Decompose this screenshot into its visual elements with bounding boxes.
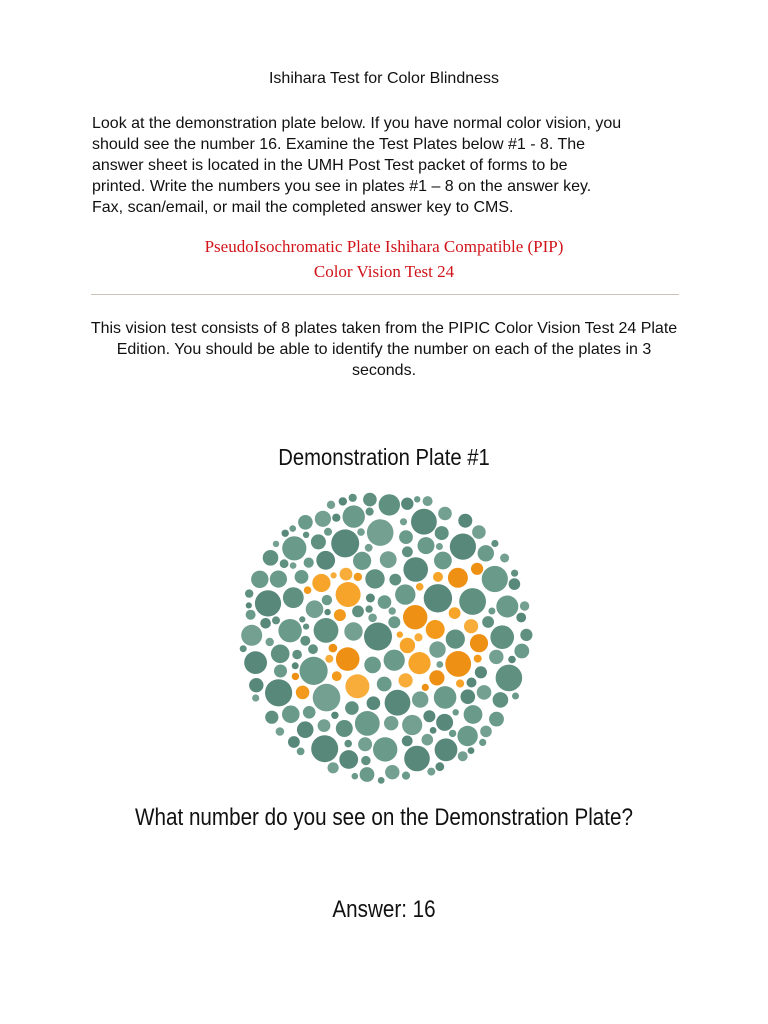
background-dot	[343, 505, 365, 527]
background-dot	[493, 692, 509, 708]
background-dot	[276, 727, 285, 736]
background-dot	[303, 532, 309, 538]
figure-dot	[456, 679, 464, 687]
background-dot	[429, 641, 445, 657]
background-dot	[241, 625, 262, 646]
background-dot	[490, 625, 514, 649]
background-dot	[298, 515, 313, 530]
background-dot	[449, 730, 456, 737]
background-dot	[482, 566, 508, 592]
background-dot	[388, 616, 400, 628]
background-dot	[283, 587, 304, 608]
background-dot	[427, 768, 435, 776]
background-dot	[355, 711, 380, 736]
background-dot	[290, 562, 297, 569]
background-dot	[289, 525, 296, 532]
background-dot	[402, 546, 413, 557]
background-dot	[274, 665, 287, 678]
background-dot	[282, 530, 289, 537]
background-dot	[367, 696, 381, 710]
background-dot	[255, 590, 281, 616]
figure-dot	[304, 586, 312, 594]
background-dot	[389, 574, 401, 586]
background-dot	[520, 629, 532, 641]
background-dot	[435, 762, 444, 771]
background-dot	[328, 762, 339, 773]
background-dot	[304, 558, 314, 568]
background-dot	[327, 501, 335, 509]
background-dot	[322, 595, 332, 605]
figure-dot	[325, 655, 333, 663]
background-dot	[280, 559, 289, 568]
background-dot	[395, 584, 415, 604]
figure-dot	[449, 607, 461, 619]
background-dot	[496, 596, 518, 618]
background-dot	[378, 595, 392, 609]
background-dot	[457, 726, 477, 746]
background-dot	[434, 552, 452, 570]
background-dot	[402, 772, 410, 780]
background-dot	[360, 767, 375, 782]
background-dot	[324, 528, 332, 536]
background-dot	[315, 511, 331, 527]
background-dot	[336, 720, 353, 737]
background-dot	[308, 644, 318, 654]
background-dot	[430, 727, 437, 734]
figure-dot	[426, 620, 445, 639]
background-dot	[401, 498, 413, 510]
background-dot	[516, 613, 526, 623]
background-dot	[478, 545, 494, 561]
background-dot	[299, 616, 305, 622]
figure-dot	[397, 631, 403, 637]
background-dot	[246, 610, 256, 620]
background-dot	[491, 540, 498, 547]
background-dot	[461, 689, 476, 704]
background-dot	[311, 534, 326, 549]
background-dot	[332, 514, 340, 522]
figure-dot	[399, 673, 413, 687]
figure-dot	[334, 609, 346, 621]
background-dot	[509, 578, 521, 590]
figure-dot	[332, 671, 342, 681]
test-description: This vision test consists of 8 plates taken from the PIPIC Color Vision Test 24 Plate Edition. You should be able to identify the number on each of the plates in 3 seconds.	[90, 320, 678, 379]
background-dot	[331, 712, 338, 719]
background-dot	[249, 678, 263, 692]
background-dot	[364, 623, 392, 651]
background-dot	[377, 677, 392, 692]
figure-dot	[429, 670, 444, 685]
background-dot	[365, 569, 384, 588]
background-dot	[265, 679, 292, 706]
figure-dot	[292, 673, 299, 680]
background-dot	[436, 714, 453, 731]
figure-dot	[470, 634, 488, 652]
background-dot	[240, 645, 247, 652]
background-dot	[508, 656, 516, 664]
background-dot	[316, 551, 335, 570]
background-dot	[418, 537, 435, 554]
background-dot	[353, 552, 371, 570]
background-dot	[324, 609, 330, 615]
background-dot	[297, 721, 314, 738]
background-dot	[366, 594, 375, 603]
background-dot	[500, 554, 509, 563]
horizontal-divider	[91, 294, 679, 295]
background-dot	[292, 662, 299, 669]
background-dot	[389, 607, 396, 614]
background-dot	[366, 508, 374, 516]
background-dot	[278, 619, 301, 642]
background-dot	[446, 630, 465, 649]
document-title: Ishihara Test for Color Blindness	[268, 70, 500, 87]
background-dot	[402, 715, 422, 735]
background-dot	[303, 706, 316, 719]
background-dot	[475, 666, 487, 678]
background-dot	[385, 690, 411, 716]
figure-dot	[312, 574, 330, 592]
figure-dot	[474, 655, 482, 663]
background-dot	[272, 616, 280, 624]
background-dot	[282, 706, 300, 724]
background-dot	[367, 519, 394, 546]
background-dot	[414, 496, 420, 502]
background-dot	[364, 657, 381, 674]
background-dot	[402, 736, 413, 747]
background-dot	[331, 529, 359, 557]
figure-dot	[336, 582, 361, 607]
background-dot	[482, 616, 494, 628]
background-dot	[361, 756, 370, 765]
figure-dot	[340, 568, 353, 581]
background-dot	[450, 534, 476, 560]
background-dot	[266, 638, 274, 646]
background-dot	[345, 701, 359, 715]
background-dot	[467, 678, 477, 688]
background-dot	[303, 624, 309, 630]
figure-dot	[408, 652, 430, 674]
background-dot	[438, 507, 452, 521]
background-dot	[488, 608, 495, 615]
background-dot	[313, 684, 341, 712]
background-dot	[344, 740, 352, 748]
background-dot	[512, 693, 519, 700]
background-dot	[384, 716, 398, 730]
background-dot	[520, 601, 529, 610]
plate-question: What number do you see on the Demonstration Plate?	[135, 804, 633, 831]
pip-heading-line-2: Color Vision Test 24	[313, 262, 455, 281]
figure-dot	[414, 633, 422, 641]
figure-dot	[422, 684, 429, 691]
figure-dot	[296, 686, 310, 700]
background-dot	[434, 686, 457, 709]
figure-dot	[336, 647, 360, 671]
background-dot	[464, 705, 483, 724]
background-dot	[357, 528, 365, 536]
figure-dot	[445, 651, 471, 677]
figure-dot	[448, 568, 468, 588]
background-dot	[365, 544, 373, 552]
background-dot	[292, 650, 302, 660]
background-dot	[403, 557, 428, 582]
background-dot	[282, 536, 306, 560]
background-dot	[514, 644, 529, 659]
background-dot	[271, 645, 290, 664]
background-dot	[260, 618, 271, 629]
background-dot	[479, 739, 486, 746]
background-dot	[265, 711, 278, 724]
background-dot	[458, 514, 472, 528]
plate-answer: Answer: 16	[332, 896, 436, 923]
figure-dot	[331, 572, 337, 578]
background-dot	[412, 691, 428, 707]
background-dot	[318, 719, 331, 732]
background-dot	[252, 694, 259, 701]
background-dot	[295, 570, 309, 584]
background-dot	[288, 736, 300, 748]
background-dot	[314, 618, 339, 643]
background-dot	[363, 493, 377, 507]
background-dot	[458, 751, 468, 761]
background-dot	[263, 550, 279, 566]
background-dot	[300, 657, 328, 685]
background-dot	[404, 746, 430, 772]
background-dot	[411, 509, 437, 535]
background-dot	[379, 494, 400, 515]
background-dot	[251, 571, 268, 588]
background-dot	[436, 661, 443, 668]
background-dot	[489, 712, 504, 727]
figure-dot	[345, 674, 369, 698]
background-dot	[311, 735, 338, 762]
background-dot	[244, 651, 267, 674]
intro-paragraph: Look at the demonstration plate below. If you have normal color vision, you should see the number 16. Examine the Test Plates below #1 - 8. The answer sheet is located in the UMH Post Test packet of forms to be printed. Write the numbers you see in plates #1 – 8 on the answer key. Fax, scan/email, or mail the completed answer key to CMS.	[92, 115, 622, 216]
background-dot	[459, 588, 486, 615]
background-dot	[297, 748, 305, 756]
background-dot	[352, 773, 359, 780]
figure-dot	[433, 572, 443, 582]
ishihara-demonstration-plate	[236, 486, 536, 786]
background-dot	[378, 777, 385, 784]
background-dot	[435, 738, 458, 761]
background-dot	[344, 622, 362, 640]
background-dot	[385, 765, 399, 779]
figure-dot	[403, 605, 427, 629]
background-dot	[384, 650, 405, 671]
background-dot	[453, 709, 459, 715]
background-dot	[380, 551, 397, 568]
background-dot	[368, 614, 377, 623]
background-dot	[365, 605, 372, 612]
background-dot	[339, 497, 347, 505]
background-dot	[424, 584, 452, 612]
background-dot	[435, 526, 449, 540]
background-dot	[436, 543, 443, 550]
background-dot	[358, 737, 372, 751]
background-dot	[468, 747, 475, 754]
pip-heading-line-1: PseudoIsochromatic Plate Ishihara Compatible (PIP)	[204, 237, 564, 256]
figure-dot	[400, 638, 415, 653]
figure-dot	[354, 573, 362, 581]
background-dot	[339, 750, 358, 769]
background-dot	[399, 530, 413, 544]
background-dot	[511, 570, 518, 577]
background-dot	[477, 685, 492, 700]
background-dot	[273, 541, 279, 547]
background-dot	[270, 571, 287, 588]
figure-dot	[416, 583, 424, 591]
background-dot	[352, 606, 364, 618]
background-dot	[480, 726, 492, 738]
background-dot	[472, 525, 486, 539]
plate-title: Demonstration Plate #1	[278, 444, 490, 470]
figure-dot	[471, 563, 483, 575]
background-dot	[245, 589, 253, 597]
pip-heading	[0, 234, 768, 284]
background-dot	[306, 600, 324, 618]
background-dot	[423, 710, 435, 722]
background-dot	[423, 496, 433, 506]
background-dot	[349, 494, 357, 502]
background-dot	[400, 518, 407, 525]
figure-dot	[329, 644, 338, 653]
figure-dot	[464, 619, 478, 633]
background-dot	[422, 734, 434, 746]
background-dot	[300, 636, 310, 646]
background-dot	[373, 737, 397, 761]
background-dot	[489, 650, 503, 664]
background-dot	[246, 602, 252, 608]
background-dot	[496, 665, 523, 692]
